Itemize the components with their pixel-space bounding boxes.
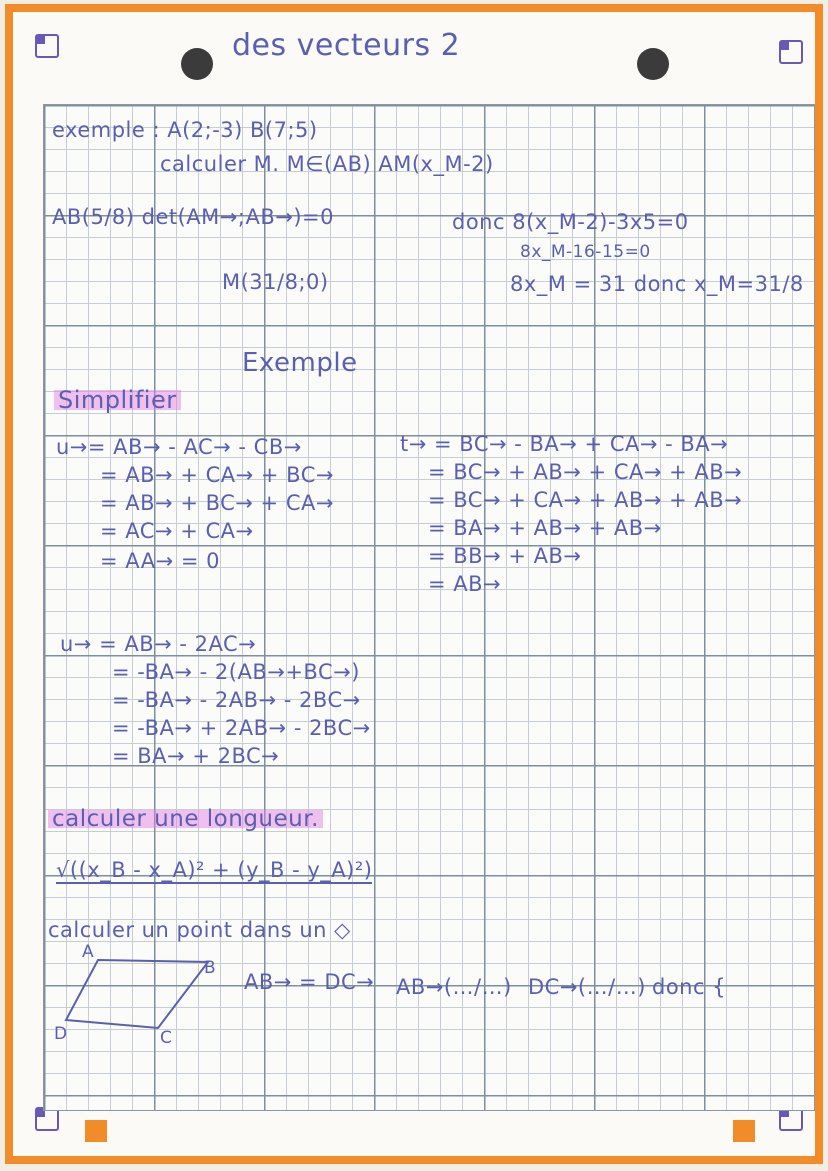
ab-coordinates: AB→(…/…) <box>396 975 512 999</box>
example-label: Exemple <box>242 348 358 378</box>
example-heading: exemple : A(2;-3) B(7;5) <box>52 118 318 142</box>
orange-square-icon <box>733 1120 755 1142</box>
math-line: u→= AB→ - AC→ - CB→ <box>56 435 302 459</box>
math-line: = -BA→ - 2(AB→+BC→) <box>112 660 360 684</box>
vector-equality: AB→ = DC→ <box>244 970 375 994</box>
parallelogram-shape <box>66 960 208 1028</box>
simplify-heading: Simplifier <box>54 386 181 414</box>
corner-mark-icon <box>779 40 803 64</box>
vertex-b-label: B <box>204 958 217 978</box>
orange-square-icon <box>85 1120 107 1142</box>
det-result: donc 8(x_M-2)-3x5=0 <box>452 210 689 234</box>
task-line: calculer M. M∈(AB) AM(x_M-2) <box>160 152 494 176</box>
det-line: AB(5/8) det(AM→;AB→)=0 <box>52 205 334 229</box>
parallelogram-heading: calculer un point dans un ◇ <box>48 918 351 942</box>
length-heading: calculer une longueur. <box>48 806 323 832</box>
math-line: = AB→ + BC→ + CA→ <box>100 491 334 515</box>
math-line: = BA→ + 2BC→ <box>112 744 280 768</box>
vertex-c-label: C <box>160 1028 173 1048</box>
math-line: = BC→ + AB→ + CA→ + AB→ <box>428 460 743 484</box>
math-line: = AA→ = 0 <box>100 549 220 573</box>
math-line: = AB→ + CA→ + BC→ <box>100 463 334 487</box>
math-line: = AC→ + CA→ <box>100 519 254 543</box>
corner-mark-icon <box>35 34 59 58</box>
math-line: = -BA→ + 2AB→ - 2BC→ <box>112 716 371 740</box>
point-m: M(31/8;0) <box>222 270 329 294</box>
math-line: t→ = BC→ - BA→ + CA→ - BA→ <box>400 432 729 456</box>
math-line: = BB→ + AB→ <box>428 544 582 568</box>
dc-coordinates: DC→(…/…) <box>528 975 646 999</box>
punch-hole-icon <box>637 48 669 80</box>
distance-formula: √((x_B - x_A)² + (y_B - y_A)²) <box>56 858 373 882</box>
math-line: = AB→ <box>428 572 502 596</box>
math-line: = BA→ + AB→ + AB→ <box>428 516 662 540</box>
xm-result: 8x_M = 31 donc x_M=31/8 <box>510 272 804 296</box>
math-line: = BC→ + CA→ + AB→ + AB→ <box>428 488 743 512</box>
math-line: = -BA→ - 2AB→ - 2BC→ <box>112 688 361 712</box>
page-title: des vecteurs 2 <box>232 28 461 63</box>
math-line: u→ = AB→ - 2AC→ <box>60 632 257 656</box>
vertex-d-label: D <box>54 1024 68 1044</box>
det-step: 8x_M-16-15=0 <box>520 242 651 262</box>
punch-hole-icon <box>181 48 213 80</box>
donc-system: donc { <box>652 975 727 999</box>
vertex-a-label: A <box>82 942 95 962</box>
